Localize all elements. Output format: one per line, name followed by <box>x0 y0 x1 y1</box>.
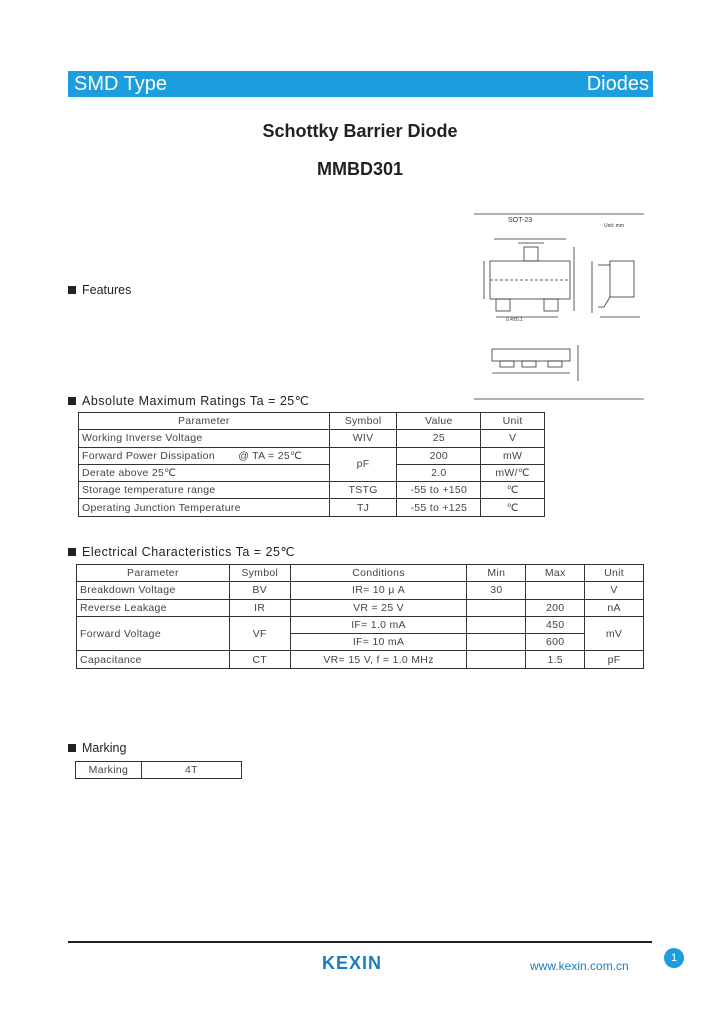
marking-label-cell: Marking <box>76 762 142 779</box>
table-row <box>79 430 545 447</box>
value-cell: 200 <box>397 447 481 464</box>
bullet-square-icon <box>68 744 76 752</box>
package-drawing <box>474 213 644 400</box>
package-unit: Unit: mm <box>604 223 624 229</box>
param-text: Forward Power Dissipation <box>82 449 215 462</box>
condition-cell: VR= 15 V, f = 1.0 MHz <box>290 651 467 668</box>
table-row <box>79 447 545 464</box>
elec-heading <box>68 544 295 559</box>
header-cell: Unit <box>585 565 644 582</box>
symbol-cell: IR <box>229 599 290 616</box>
table-row <box>79 482 545 499</box>
table-header-row <box>79 413 545 430</box>
param-cell: Operating Junction Temperature <box>79 499 330 516</box>
header-cell: Conditions <box>290 565 467 582</box>
product-title: Schottky Barrier Diode <box>262 121 458 141</box>
symbol-cell: TJ <box>329 499 397 516</box>
condition-cell: VR = 25 V <box>290 599 467 616</box>
table-row <box>77 599 644 616</box>
min-cell <box>467 599 526 616</box>
page-number-badge: 1 <box>664 948 684 968</box>
features-heading-text: Features <box>82 283 132 297</box>
elec-heading-text: Electrical Characteristics Ta = 25℃ <box>82 545 295 559</box>
min-cell <box>467 651 526 668</box>
symbol-cell: VF <box>229 616 290 651</box>
max-cell: 600 <box>526 634 585 651</box>
website-link[interactable]: www.kexin.com.cn <box>530 959 629 973</box>
condition-cell: IF= 10 mA <box>290 634 467 651</box>
marking-value-cell: 4T <box>141 762 241 779</box>
condition-cell: IR= 10 μ A <box>290 582 467 599</box>
header-cell: Value <box>397 413 481 430</box>
part-number: MMBD301 <box>316 159 404 179</box>
abs-max-heading <box>68 393 309 408</box>
table-row <box>79 499 545 516</box>
param-cell: Forward Voltage <box>77 616 230 651</box>
param-cell: Derate above 25℃ <box>79 464 330 481</box>
max-cell: 1.5 <box>526 651 585 668</box>
header-cell: Min <box>467 565 526 582</box>
param-cell: Reverse Leakage <box>77 599 230 616</box>
value-cell: 2.0 <box>397 464 481 481</box>
param-cell: Breakdown Voltage <box>77 582 230 599</box>
package-name: SOT-23 <box>508 217 533 224</box>
header-category: SMD Type <box>74 73 167 95</box>
elec-table <box>76 564 644 669</box>
param-condition: @ TA = 25℃ <box>238 449 303 462</box>
max-cell: 450 <box>526 616 585 633</box>
unit-cell: mV <box>585 616 644 651</box>
min-cell: 30 <box>467 582 526 599</box>
unit-cell: ℃ <box>481 499 545 516</box>
param-cell <box>79 447 330 464</box>
symbol-cell: WIV <box>329 430 397 447</box>
marking-heading-text: Marking <box>82 741 127 755</box>
header-cell: Symbol <box>329 413 397 430</box>
unit-cell: nA <box>585 599 644 616</box>
min-cell <box>467 616 526 633</box>
param-cell: Storage temperature range <box>79 482 330 499</box>
unit-cell: mW/℃ <box>481 464 545 481</box>
bullet-square-icon <box>68 286 76 294</box>
abs-max-heading-text: Absolute Maximum Ratings Ta = 25℃ <box>82 394 310 408</box>
header-cell: Unit <box>481 413 545 430</box>
header-cell: Max <box>526 565 585 582</box>
features-heading <box>68 283 131 297</box>
abs-max-table <box>78 412 545 517</box>
table-row <box>76 762 242 779</box>
unit-cell: mW <box>481 447 545 464</box>
header-banner <box>68 71 653 97</box>
header-cell: Parameter <box>77 565 230 582</box>
unit-cell: pF <box>585 651 644 668</box>
symbol-cell: TSTG <box>329 482 397 499</box>
symbol-cell: BV <box>229 582 290 599</box>
value-cell: -55 to +125 <box>397 499 481 516</box>
value-cell: 25 <box>397 430 481 447</box>
symbol-cell: CT <box>229 651 290 668</box>
package-note: 0.4±0.1 <box>506 317 523 323</box>
header-cell: Symbol <box>229 565 290 582</box>
company-logo: KEXIN <box>322 953 383 973</box>
bullet-square-icon <box>68 548 76 556</box>
table-row <box>79 464 545 481</box>
min-cell <box>467 634 526 651</box>
marking-heading <box>68 741 126 755</box>
marking-table <box>75 761 242 779</box>
max-cell: 200 <box>526 599 585 616</box>
param-cell: Capacitance <box>77 651 230 668</box>
header-cell: Parameter <box>79 413 330 430</box>
header-type: Diodes <box>586 73 649 95</box>
table-row <box>77 651 644 668</box>
unit-cell: V <box>481 430 545 447</box>
table-header-row <box>77 565 644 582</box>
table-row <box>77 582 644 599</box>
unit-cell: ℃ <box>481 482 545 499</box>
footer-divider <box>68 941 652 943</box>
bullet-square-icon <box>68 397 76 405</box>
param-cell: Working Inverse Voltage <box>79 430 330 447</box>
table-row <box>77 616 644 633</box>
max-cell <box>526 582 585 599</box>
value-cell: -55 to +150 <box>397 482 481 499</box>
condition-cell: IF= 1.0 mA <box>290 616 467 633</box>
symbol-cell: pF <box>329 447 397 482</box>
unit-cell: V <box>585 582 644 599</box>
